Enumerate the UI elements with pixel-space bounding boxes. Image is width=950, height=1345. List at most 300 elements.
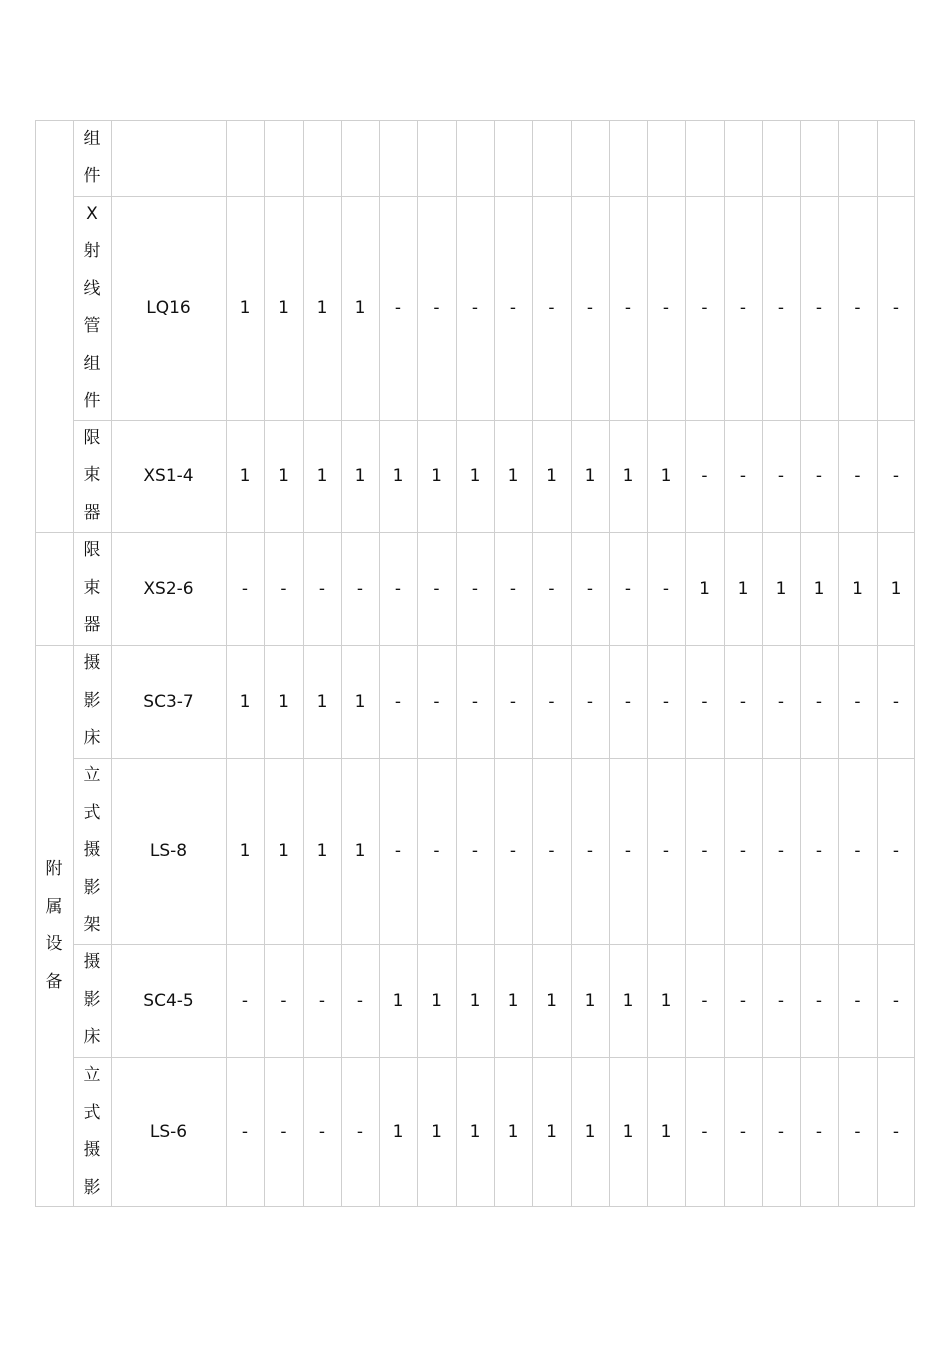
model-cell [111, 196, 226, 420]
quantity-cell-text: 1 [431, 1122, 442, 1142]
quantity-cell-text: - [739, 990, 747, 1011]
quantity-cell [724, 196, 762, 420]
quantity-cell-text: 1 [278, 466, 289, 486]
item-name-cell [73, 645, 111, 758]
quantity-cell [226, 420, 264, 532]
quantity-cell-text: - [394, 578, 402, 599]
quantity-cell-text: - [739, 1122, 747, 1142]
quantity-cell-text: - [701, 990, 708, 1011]
quantity-cell-text: 1 [699, 578, 710, 599]
quantity-cell [571, 532, 609, 645]
quantity-cell-text: 1 [354, 841, 366, 861]
item-name-cell [73, 532, 111, 645]
category-cell-text: 附 属 设 备 [45, 859, 63, 992]
quantity-cell [800, 420, 838, 532]
quantity-cell [341, 120, 379, 196]
quantity-cell-text: - [739, 691, 747, 712]
quantity-cell [264, 196, 303, 420]
quantity-cell [303, 944, 341, 1057]
quantity-cell-text: - [586, 578, 594, 599]
quantity-cell-text: - [815, 298, 823, 318]
quantity-cell-text: - [586, 298, 594, 318]
quantity-cell [647, 196, 685, 420]
quantity-cell [303, 532, 341, 645]
quantity-cell [379, 196, 417, 420]
quantity-cell [264, 120, 303, 196]
model-cell [111, 645, 226, 758]
quantity-cell [532, 1057, 571, 1207]
quantity-cell-text: - [624, 841, 632, 861]
quantity-cell [685, 944, 724, 1057]
quantity-cell [341, 758, 379, 944]
quantity-cell-text: 1 [584, 1122, 596, 1142]
quantity-cell-text: 1 [584, 990, 596, 1011]
quantity-cell-text: - [624, 578, 632, 599]
quantity-cell-text: - [701, 466, 708, 486]
quantity-cell-text: 1 [584, 466, 596, 486]
item-name-cell-text: X 射 线 管 组 件 [83, 203, 101, 411]
quantity-cell-text: - [548, 298, 555, 318]
quantity-cell [226, 532, 264, 645]
quantity-cell-text: - [701, 298, 708, 318]
quantity-cell-text: - [471, 841, 479, 861]
quantity-cell [456, 944, 494, 1057]
quantity-cell [762, 120, 800, 196]
quantity-cell [456, 420, 494, 532]
quantity-cell-text: - [854, 298, 861, 318]
quantity-cell-text: - [394, 691, 402, 712]
quantity-cell [685, 420, 724, 532]
quantity-cell-text: - [509, 578, 517, 599]
quantity-cell [226, 196, 264, 420]
quantity-cell [379, 120, 417, 196]
quantity-cell [456, 196, 494, 420]
quantity-cell [609, 420, 647, 532]
quantity-cell-text: - [356, 990, 364, 1011]
quantity-cell-text: - [356, 578, 364, 599]
quantity-cell [609, 196, 647, 420]
quantity-cell-text: 1 [852, 578, 863, 599]
quantity-cell [303, 120, 341, 196]
category-cell [35, 645, 73, 1207]
quantity-cell [532, 645, 571, 758]
quantity-cell [456, 120, 494, 196]
quantity-cell-text: 1 [622, 466, 634, 486]
quantity-cell [417, 120, 456, 196]
quantity-cell-text: 1 [507, 466, 519, 486]
quantity-cell-text: 1 [392, 990, 404, 1011]
quantity-cell-text: 1 [392, 1122, 404, 1142]
quantity-cell [724, 944, 762, 1057]
quantity-cell [571, 944, 609, 1057]
quantity-cell-text: 1 [278, 841, 289, 861]
quantity-cell [877, 532, 915, 645]
quantity-cell [647, 944, 685, 1057]
quantity-cell [264, 758, 303, 944]
quantity-cell [264, 420, 303, 532]
quantity-cell-text: - [892, 466, 900, 486]
quantity-cell [724, 645, 762, 758]
quantity-cell [303, 1057, 341, 1207]
quantity-cell [877, 196, 915, 420]
quantity-cell-text: - [471, 578, 479, 599]
quantity-cell [532, 758, 571, 944]
quantity-cell [417, 420, 456, 532]
quantity-cell-text: 1 [431, 990, 442, 1011]
quantity-cell [571, 120, 609, 196]
quantity-cell [800, 532, 838, 645]
item-name-cell [73, 1057, 111, 1207]
quantity-cell-text: 1 [622, 1122, 634, 1142]
quantity-cell-text: - [815, 691, 823, 712]
quantity-cell [341, 944, 379, 1057]
quantity-cell-text: 1 [316, 466, 328, 486]
quantity-cell [379, 532, 417, 645]
quantity-cell [724, 1057, 762, 1207]
quantity-cell-text: 1 [622, 990, 634, 1011]
quantity-cell-text: - [433, 691, 440, 712]
item-name-cell [73, 420, 111, 532]
quantity-cell [303, 196, 341, 420]
quantity-cell [838, 532, 877, 645]
quantity-cell-text: - [241, 990, 249, 1011]
quantity-cell-text: 1 [737, 578, 749, 599]
quantity-cell-text: - [854, 1122, 861, 1142]
quantity-cell [762, 758, 800, 944]
quantity-cell-text: - [509, 841, 517, 861]
quantity-cell-text: 1 [354, 691, 366, 712]
quantity-cell-text: - [586, 841, 594, 861]
quantity-cell-text: - [586, 691, 594, 712]
quantity-cell [303, 758, 341, 944]
quantity-cell [571, 758, 609, 944]
quantity-cell-text: - [854, 691, 861, 712]
quantity-cell [417, 1057, 456, 1207]
quantity-cell-text: - [433, 298, 440, 318]
quantity-cell [838, 120, 877, 196]
quantity-cell-text: - [701, 691, 708, 712]
quantity-cell-text: 1 [546, 990, 557, 1011]
quantity-cell [724, 532, 762, 645]
quantity-cell [838, 944, 877, 1057]
quantity-cell-text: - [624, 691, 632, 712]
quantity-cell-text: - [356, 1122, 364, 1142]
quantity-cell-text: 1 [890, 578, 902, 599]
quantity-cell [417, 944, 456, 1057]
item-name-cell [73, 120, 111, 196]
quantity-cell-text: - [777, 691, 785, 712]
quantity-cell-text: 1 [354, 298, 366, 318]
quantity-cell [838, 196, 877, 420]
quantity-cell [838, 758, 877, 944]
quantity-cell [762, 196, 800, 420]
quantity-cell-text: 1 [660, 1122, 672, 1142]
quantity-cell [685, 196, 724, 420]
quantity-cell-text: - [892, 1122, 900, 1142]
model-cell [111, 532, 226, 645]
quantity-cell [685, 758, 724, 944]
grid-line [35, 532, 73, 533]
quantity-cell [379, 645, 417, 758]
quantity-cell [800, 120, 838, 196]
quantity-cell-text: 1 [431, 466, 442, 486]
quantity-cell-text: 1 [775, 578, 787, 599]
quantity-cell-text: - [624, 298, 632, 318]
quantity-cell [838, 1057, 877, 1207]
quantity-cell [685, 1057, 724, 1207]
quantity-cell [341, 196, 379, 420]
quantity-cell [609, 758, 647, 944]
quantity-cell [456, 758, 494, 944]
quantity-cell-text: - [548, 578, 555, 599]
quantity-cell [762, 420, 800, 532]
quantity-cell-text: 1 [469, 1122, 481, 1142]
quantity-cell [685, 645, 724, 758]
quantity-cell [877, 758, 915, 944]
quantity-cell-text: - [280, 578, 287, 599]
quantity-cell [417, 196, 456, 420]
quantity-cell-text: - [777, 298, 785, 318]
quantity-cell-text: - [509, 691, 517, 712]
quantity-cell-text: 1 [546, 1122, 557, 1142]
model-cell-text: SC4-5 [143, 990, 194, 1011]
quantity-cell-text: - [318, 990, 326, 1011]
quantity-cell-text: - [892, 841, 900, 861]
quantity-cell [494, 420, 532, 532]
model-cell-text: XS1-4 [143, 466, 194, 486]
quantity-cell [417, 532, 456, 645]
quantity-cell [724, 758, 762, 944]
quantity-cell-text: 1 [278, 298, 289, 318]
quantity-cell-text: - [739, 298, 747, 318]
quantity-cell [609, 944, 647, 1057]
quantity-cell-text: - [471, 298, 479, 318]
item-name-cell-text: 组 件 [83, 128, 101, 186]
quantity-cell-text: - [701, 841, 708, 861]
quantity-cell [877, 120, 915, 196]
quantity-cell [685, 120, 724, 196]
quantity-cell [800, 645, 838, 758]
quantity-cell [609, 1057, 647, 1207]
quantity-cell-text: - [318, 1122, 326, 1142]
quantity-cell-text: 1 [239, 841, 251, 861]
quantity-cell [379, 1057, 417, 1207]
quantity-cell [647, 645, 685, 758]
quantity-cell-text: - [815, 990, 823, 1011]
quantity-cell-text: 1 [278, 691, 289, 712]
item-name-cell-text: 摄 影 床 [83, 952, 101, 1048]
item-name-cell-text: 摄 影 床 [83, 653, 101, 749]
quantity-cell [877, 645, 915, 758]
quantity-cell [762, 645, 800, 758]
model-cell [111, 944, 226, 1057]
quantity-cell [417, 645, 456, 758]
quantity-cell [800, 944, 838, 1057]
quantity-cell [762, 944, 800, 1057]
quantity-cell [341, 532, 379, 645]
quantity-cell [264, 944, 303, 1057]
quantity-cell [226, 1057, 264, 1207]
quantity-cell [571, 645, 609, 758]
quantity-cell [685, 532, 724, 645]
quantity-cell-text: 1 [239, 298, 251, 318]
quantity-cell [800, 196, 838, 420]
quantity-cell [647, 758, 685, 944]
quantity-cell-text: 1 [239, 466, 251, 486]
quantity-cell [303, 645, 341, 758]
quantity-cell [647, 420, 685, 532]
quantity-cell [456, 532, 494, 645]
quantity-cell [226, 758, 264, 944]
quantity-cell-text: - [662, 841, 670, 861]
quantity-cell [609, 532, 647, 645]
quantity-cell-text: 1 [469, 466, 481, 486]
quantity-cell-text: 1 [239, 691, 251, 712]
quantity-cell [494, 196, 532, 420]
quantity-cell-text: - [777, 1122, 785, 1142]
quantity-cell [609, 120, 647, 196]
quantity-cell-text: - [777, 841, 785, 861]
quantity-cell [494, 758, 532, 944]
quantity-cell-text: 1 [507, 1122, 519, 1142]
quantity-cell [226, 120, 264, 196]
quantity-cell-text: - [854, 990, 861, 1011]
quantity-cell-text: - [739, 841, 747, 861]
quantity-cell [877, 420, 915, 532]
quantity-cell [838, 645, 877, 758]
quantity-cell [762, 532, 800, 645]
quantity-cell-text: 1 [469, 990, 481, 1011]
model-cell-text: SC3-7 [143, 691, 194, 712]
quantity-cell [226, 645, 264, 758]
quantity-cell-text: - [815, 841, 823, 861]
quantity-cell-text: - [854, 841, 861, 861]
quantity-cell [341, 1057, 379, 1207]
quantity-cell [647, 1057, 685, 1207]
quantity-cell-text: 1 [316, 298, 328, 318]
quantity-cell [571, 420, 609, 532]
quantity-cell [341, 645, 379, 758]
quantity-cell-text: - [815, 1122, 823, 1142]
quantity-cell-text: 1 [354, 466, 366, 486]
quantity-cell [647, 532, 685, 645]
quantity-cell-text: - [241, 1122, 249, 1142]
quantity-cell [494, 532, 532, 645]
model-cell-text: LS-8 [149, 841, 188, 861]
quantity-cell [532, 120, 571, 196]
quantity-cell-text: 1 [660, 990, 672, 1011]
quantity-cell-text: - [548, 841, 555, 861]
quantity-cell [532, 196, 571, 420]
quantity-cell-text: 1 [316, 691, 328, 712]
quantity-cell [532, 944, 571, 1057]
quantity-cell [456, 645, 494, 758]
quantity-cell [303, 420, 341, 532]
model-cell-text: LS-6 [149, 1122, 188, 1142]
quantity-cell-text: 1 [392, 466, 404, 486]
quantity-cell [264, 532, 303, 645]
quantity-cell [494, 645, 532, 758]
quantity-cell [571, 196, 609, 420]
quantity-cell [724, 120, 762, 196]
item-name-cell-text: 立 式 摄 影 [83, 1065, 101, 1198]
item-name-cell [73, 196, 111, 420]
quantity-cell-text: - [815, 466, 823, 486]
model-cell [111, 758, 226, 944]
model-cell [111, 420, 226, 532]
quantity-cell-text: - [318, 578, 326, 599]
model-cell-text: XS2-6 [143, 578, 194, 599]
quantity-cell [379, 944, 417, 1057]
quantity-cell-text: 1 [813, 578, 825, 599]
quantity-cell-text: - [701, 1122, 708, 1142]
item-name-cell [73, 944, 111, 1057]
quantity-cell [571, 1057, 609, 1207]
quantity-cell [379, 758, 417, 944]
quantity-cell-text: - [892, 990, 900, 1011]
quantity-cell [877, 1057, 915, 1207]
quantity-cell-text: 1 [507, 990, 519, 1011]
quantity-cell-text: - [662, 578, 670, 599]
quantity-cell [341, 420, 379, 532]
quantity-cell-text: - [394, 841, 402, 861]
quantity-cell-text: - [280, 990, 287, 1011]
quantity-cell-text: 1 [660, 466, 672, 486]
quantity-cell-text: - [471, 691, 479, 712]
quantity-cell-text: - [433, 841, 440, 861]
item-name-cell-text: 限 束 器 [83, 427, 101, 523]
equipment-table [35, 120, 915, 1207]
quantity-cell [532, 532, 571, 645]
quantity-cell-text: - [854, 466, 861, 486]
quantity-cell-text: 1 [546, 466, 557, 486]
quantity-cell-text: - [892, 298, 900, 318]
quantity-cell [494, 944, 532, 1057]
quantity-cell-text: - [662, 298, 670, 318]
quantity-cell [800, 758, 838, 944]
quantity-cell-text: - [777, 466, 785, 486]
quantity-cell-text: - [433, 578, 440, 599]
quantity-cell-text: - [509, 298, 517, 318]
quantity-cell-text: - [662, 691, 670, 712]
quantity-cell-text: - [777, 990, 785, 1011]
quantity-cell [838, 420, 877, 532]
quantity-cell [800, 1057, 838, 1207]
item-name-cell [73, 758, 111, 944]
quantity-cell [532, 420, 571, 532]
quantity-cell [609, 645, 647, 758]
quantity-cell [494, 120, 532, 196]
quantity-cell [494, 1057, 532, 1207]
quantity-cell [647, 120, 685, 196]
quantity-cell-text: - [241, 578, 249, 599]
quantity-cell [456, 1057, 494, 1207]
quantity-cell [379, 420, 417, 532]
model-cell [111, 1057, 226, 1207]
quantity-cell-text: 1 [316, 841, 328, 861]
quantity-cell [264, 645, 303, 758]
quantity-cell [417, 758, 456, 944]
quantity-cell [226, 944, 264, 1057]
model-cell-text: LQ16 [146, 298, 191, 318]
quantity-cell-text: - [280, 1122, 287, 1142]
quantity-cell [264, 1057, 303, 1207]
item-name-cell-text: 立 式 摄 影 架 [83, 765, 101, 936]
quantity-cell [724, 420, 762, 532]
item-name-cell-text: 限 束 器 [83, 540, 101, 636]
model-cell [111, 120, 226, 196]
quantity-cell-text: - [548, 691, 555, 712]
